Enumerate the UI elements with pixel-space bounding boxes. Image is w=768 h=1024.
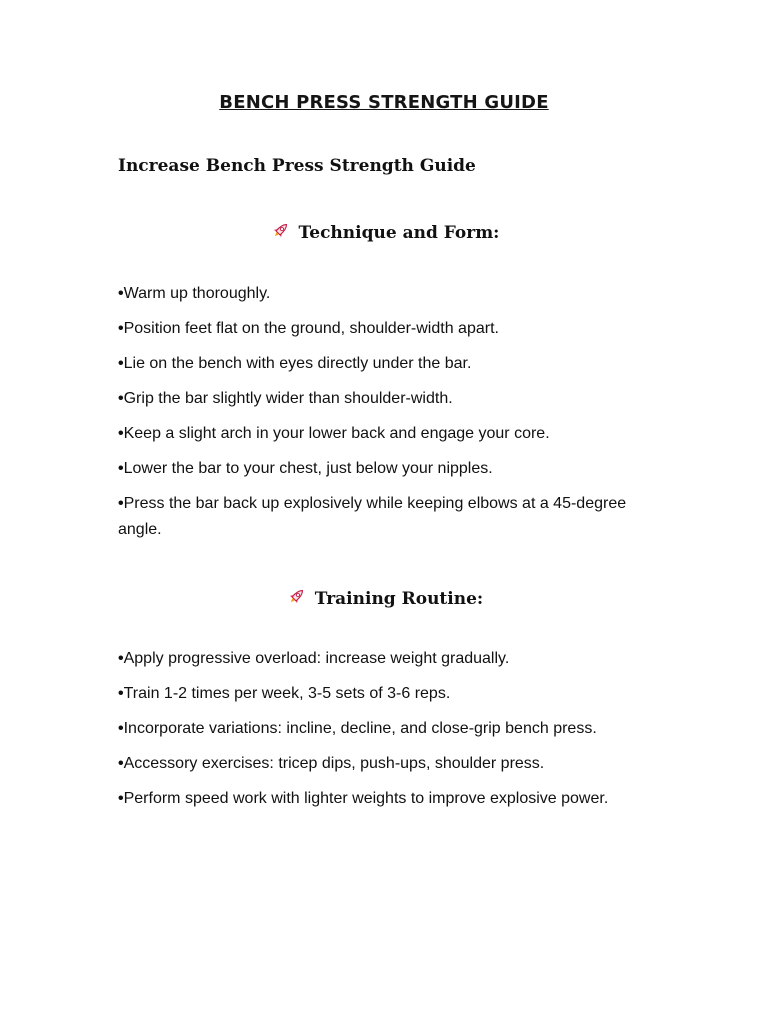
section-heading-label: Technique and Form: [298,223,500,243]
bullet-marker: • [118,720,124,737]
list-item [118,351,658,377]
bullet-marker: • [118,425,124,442]
section-heading-technique [0,220,768,243]
technique-list [118,281,658,552]
bullet-marker: • [118,460,124,477]
bullet-marker: • [118,790,124,807]
list-item [118,316,658,342]
list-item-text: Grip the bar slightly wider than shoulder-width. [123,390,453,407]
bullet-marker: • [118,355,124,372]
bullet-marker: • [118,495,124,512]
list-item [118,786,658,812]
list-item-text: Train 1-2 times per week, 3-5 sets of 3-6 reps. [123,685,451,702]
list-item-text: Keep a slight arch in your lower back and engage your core. [123,425,550,442]
list-item [118,681,658,707]
training-list [118,646,658,821]
list-item [118,281,658,307]
bullet-marker: • [118,390,124,407]
rocket-icon [285,586,307,608]
document-title: BENCH PRESS STRENGTH GUIDE [219,92,549,113]
list-item [118,716,658,742]
bullet-marker: • [118,685,124,702]
bullet-marker: • [118,285,124,302]
list-item [118,456,658,482]
list-item-text: Position feet flat on the ground, shoulder-width apart. [123,320,499,337]
list-item [118,386,658,412]
list-item [118,646,658,672]
list-item-text: Accessory exercises: tricep dips, push-ups, shoulder press. [123,755,545,772]
document-subtitle: Increase Bench Press Strength Guide [118,156,476,176]
list-item-text: Perform speed work with lighter weights to improve explosive power. [123,790,609,807]
rocket-icon [269,220,291,242]
list-item [118,421,658,447]
list-item-text: Lower the bar to your chest, just below your nipples. [123,460,493,477]
list-item-text: Warm up thoroughly. [123,285,271,302]
list-item-text: Incorporate variations: incline, decline, and close-grip bench press. [123,720,597,737]
bullet-marker: • [118,320,124,337]
list-item [118,751,658,777]
list-item-text: Press the bar back up explosively while keeping elbows at a 45-degree angle. [118,495,627,538]
list-item-text: Lie on the bench with eyes directly under the bar. [123,355,472,372]
list-item [118,491,658,543]
section-heading-training [0,586,768,609]
bullet-marker: • [118,755,124,772]
bullet-marker: • [118,650,124,667]
list-item-text: Apply progressive overload: increase weight gradually. [123,650,510,667]
section-heading-label: Training Routine: [314,589,484,609]
